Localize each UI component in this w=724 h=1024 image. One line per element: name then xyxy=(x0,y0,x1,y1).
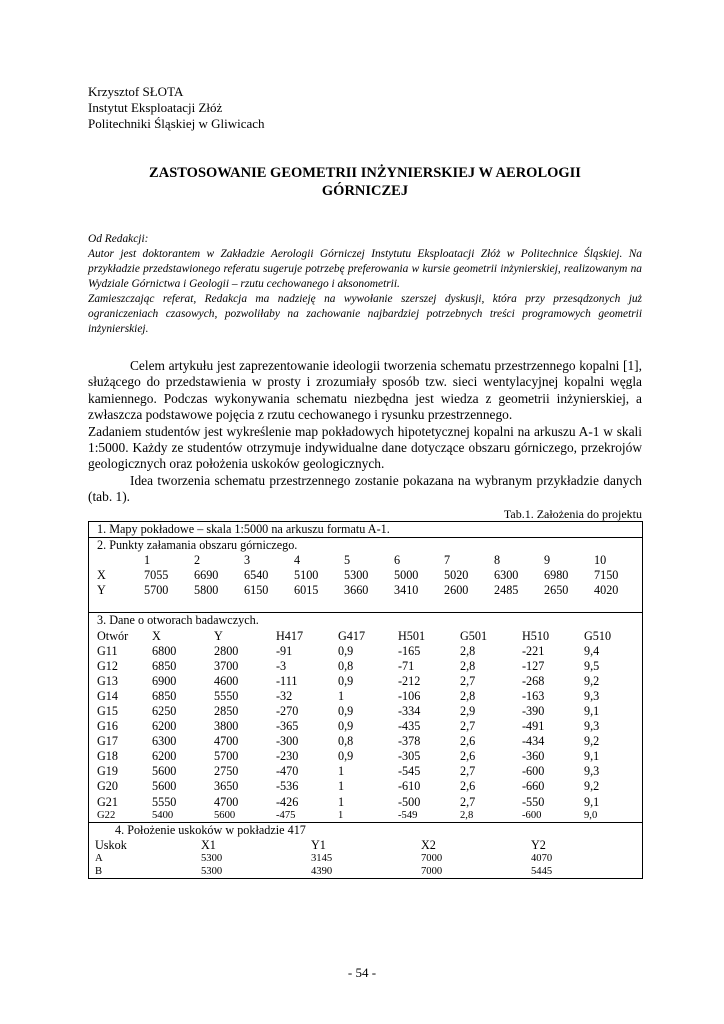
author-block xyxy=(88,84,642,132)
borehole-cell: G13 xyxy=(97,673,118,688)
borehole-cell: 2,8 xyxy=(460,658,476,673)
boreholes-header-cell: G501 xyxy=(460,628,488,643)
borehole-cell: -163 xyxy=(522,688,545,703)
borehole-cell: G19 xyxy=(97,764,118,779)
point-number: 9 xyxy=(544,553,551,568)
table-row xyxy=(89,704,642,719)
borehole-cell: -491 xyxy=(522,719,545,734)
borehole-cell: 1 xyxy=(338,809,344,821)
borehole-cell: -426 xyxy=(276,794,299,809)
boreholes-header-cell: X xyxy=(152,628,161,643)
borehole-cell: G16 xyxy=(97,719,118,734)
table-row xyxy=(89,795,642,810)
borehole-cell: -91 xyxy=(276,643,293,658)
borehole-cell: -360 xyxy=(522,749,545,764)
point-number: 4 xyxy=(294,553,301,568)
body-paragraph-2: Zadaniem studentów jest wykreślenie map pokładowych hipotetycznej kopalni na arkuszu A-1 w skali 1:5000. Każdy ze studentów otrzymuje indywidualne dane dotyczące obszaru górniczego, przekrojów geologicznych oraz położenia uskoków geologicznych. xyxy=(88,423,642,472)
boreholes-header-cell: Otwór xyxy=(97,628,129,643)
borehole-cell: 2,7 xyxy=(460,764,476,779)
title-line-2: GÓRNICZEJ xyxy=(321,183,409,199)
fault-cell: 5300 xyxy=(201,865,223,877)
table-row xyxy=(89,644,642,659)
point-number: 10 xyxy=(594,553,607,568)
table-row xyxy=(89,764,642,779)
borehole-cell: 2750 xyxy=(214,764,239,779)
boreholes-header-cell: H510 xyxy=(522,628,550,643)
y-label: Y xyxy=(97,583,106,598)
borehole-cell: -270 xyxy=(276,704,299,719)
borehole-cell: -127 xyxy=(522,658,545,673)
section-3-heading: 3. Dane o otworach badawczych. xyxy=(97,613,259,628)
borehole-cell: -390 xyxy=(522,704,545,719)
author-name: Krzysztof SŁOTA xyxy=(88,84,184,99)
borehole-cell: 6850 xyxy=(152,688,177,703)
borehole-cell: 9,3 xyxy=(584,764,600,779)
borehole-cell: 4600 xyxy=(214,673,239,688)
point-number: 8 xyxy=(494,553,501,568)
borehole-cell: -106 xyxy=(398,688,421,703)
borehole-cell: -378 xyxy=(398,734,421,749)
borehole-cell: G18 xyxy=(97,749,118,764)
fault-cell: 5300 xyxy=(201,853,223,865)
editor-note xyxy=(88,232,642,337)
borehole-cell: 2,8 xyxy=(460,688,476,703)
table-row xyxy=(89,719,642,734)
point-x-value: 6980 xyxy=(544,568,569,583)
borehole-cell: 5600 xyxy=(214,809,236,821)
boreholes-table xyxy=(89,629,642,823)
point-x-value: 5020 xyxy=(444,568,469,583)
faults-header-cell: X2 xyxy=(421,838,436,853)
points-x-row xyxy=(89,568,642,583)
author-university: Politechniki Śląskiej w Gliwicach xyxy=(88,116,265,131)
borehole-cell: -600 xyxy=(522,809,542,821)
fault-cell: A xyxy=(95,853,103,865)
borehole-cell: 4700 xyxy=(214,734,239,749)
borehole-cell: 2,6 xyxy=(460,734,476,749)
section-4-heading: 4. Położenie uskoków w pokładzie 417 xyxy=(115,823,306,838)
borehole-cell: 2,9 xyxy=(460,704,476,719)
borehole-cell: 2800 xyxy=(214,643,239,658)
fault-cell: 7000 xyxy=(421,853,443,865)
borehole-cell: 3700 xyxy=(214,658,239,673)
borehole-cell: -111 xyxy=(276,673,298,688)
borehole-cell: 0,9 xyxy=(338,704,354,719)
borehole-cell: -475 xyxy=(276,809,296,821)
borehole-cell: -500 xyxy=(398,794,421,809)
table-row xyxy=(89,749,642,764)
paper-page xyxy=(88,84,642,879)
fault-cell: B xyxy=(95,865,103,877)
editor-paragraph-1: Autor jest doktorantem w Zakładzie Aerologii Górniczej Instytutu Eksploatacji Złóż w Politechnice Śląskiej. Na przykładzie przedstawionego referatu sugeruje potrzebę preferowania w kursie geometrii inżynierskiej, realizowanym na Wydziale Górnictwa i Geologii – rzutu cechowanego i aksonometrii. xyxy=(88,248,642,290)
borehole-cell: -435 xyxy=(398,719,421,734)
borehole-cell: -300 xyxy=(276,734,299,749)
point-y-value: 5700 xyxy=(144,583,169,598)
borehole-cell: -212 xyxy=(398,673,421,688)
borehole-cell: 5600 xyxy=(152,764,177,779)
borehole-cell: 9,3 xyxy=(584,688,600,703)
borehole-cell: 9,2 xyxy=(584,779,600,794)
borehole-cell: 9,1 xyxy=(584,749,600,764)
body-text xyxy=(88,358,642,506)
point-number: 6 xyxy=(394,553,401,568)
table-row xyxy=(89,866,642,879)
borehole-cell: 6900 xyxy=(152,673,177,688)
borehole-cell: 5550 xyxy=(152,794,177,809)
boreholes-header-cell: H417 xyxy=(276,628,304,643)
borehole-cell: -610 xyxy=(398,779,421,794)
fault-cell: 5445 xyxy=(531,865,553,877)
points-number-row xyxy=(89,553,642,568)
table-row xyxy=(89,659,642,674)
point-y-value: 4020 xyxy=(594,583,619,598)
borehole-cell: 4700 xyxy=(214,794,239,809)
borehole-cell: 2,7 xyxy=(460,673,476,688)
borehole-cell: 3650 xyxy=(214,779,239,794)
point-y-value: 3410 xyxy=(394,583,419,598)
borehole-cell: G12 xyxy=(97,658,118,673)
point-x-value: 6690 xyxy=(194,568,219,583)
borehole-cell: 2,6 xyxy=(460,749,476,764)
author-institute: Instytut Eksploatacji Złóż xyxy=(88,100,223,115)
body-paragraph-1: Celem artykułu jest zaprezentowanie ideologii tworzenia schematu przestrzennego kopalni [1], służącego do przedstawienia w prosty i zrozumiały sposób tzw. sieci wentylacyjnej kopalni węgla kamiennego. Podczas wykonywania schematu niezbędna jest wiedza z geometrii inżynierskiej, a zwłaszcza podstawowe pojęcia z rzutu cechowanego i rysunku przestrzennego. xyxy=(88,358,642,423)
borehole-cell: 5700 xyxy=(214,749,239,764)
borehole-cell: 5400 xyxy=(152,809,174,821)
faults-header-cell: Uskok xyxy=(95,838,127,853)
borehole-cell: -165 xyxy=(398,643,421,658)
borehole-cell: G17 xyxy=(97,734,118,749)
table-row xyxy=(89,674,642,689)
borehole-cell: 9,0 xyxy=(584,809,598,821)
point-y-value: 5800 xyxy=(194,583,219,598)
point-y-value: 3660 xyxy=(344,583,369,598)
borehole-cell: 6300 xyxy=(152,734,177,749)
borehole-cell: 0,8 xyxy=(338,658,354,673)
borehole-cell: -221 xyxy=(522,643,545,658)
point-number: 3 xyxy=(244,553,251,568)
borehole-cell: -600 xyxy=(522,764,545,779)
point-y-value: 2600 xyxy=(444,583,469,598)
table-row xyxy=(89,779,642,794)
borehole-cell: 2,7 xyxy=(460,719,476,734)
editor-paragraph-2: Zamieszczając referat, Redakcja ma nadzieję na wywołanie szerszej dyskusji, która przy przesądzonych już ograniczeniach czasowych, pozwoliłaby na zachowanie najbardziej potrzebnych treści programowych geometrii inżynierskiej. xyxy=(88,293,642,335)
borehole-cell: 2,6 xyxy=(460,779,476,794)
point-number: 5 xyxy=(344,553,351,568)
borehole-cell: 2850 xyxy=(214,704,239,719)
boreholes-header-row xyxy=(89,629,642,644)
point-x-value: 5000 xyxy=(394,568,419,583)
points-table xyxy=(89,553,642,612)
borehole-cell: 9,1 xyxy=(584,704,600,719)
point-number: 7 xyxy=(444,553,451,568)
borehole-cell: 9,5 xyxy=(584,658,600,673)
boreholes-header-cell: Y xyxy=(214,628,223,643)
fault-cell: 4390 xyxy=(311,865,333,877)
section-3 xyxy=(89,613,643,823)
borehole-cell: G20 xyxy=(97,779,118,794)
faults-header-cell: Y1 xyxy=(311,838,326,853)
borehole-cell: -230 xyxy=(276,749,299,764)
borehole-cell: G11 xyxy=(97,643,118,658)
point-y-value: 6015 xyxy=(294,583,319,598)
borehole-cell: 6200 xyxy=(152,749,177,764)
borehole-cell: 2,7 xyxy=(460,794,476,809)
borehole-cell: 1 xyxy=(338,764,345,779)
borehole-cell: 1 xyxy=(338,794,345,809)
borehole-cell: 2,8 xyxy=(460,809,474,821)
borehole-cell: 0,9 xyxy=(338,719,354,734)
borehole-cell: -536 xyxy=(276,779,299,794)
borehole-cell: G22 xyxy=(97,809,116,821)
point-y-value: 2650 xyxy=(544,583,569,598)
point-y-value: 2485 xyxy=(494,583,519,598)
borehole-cell: -549 xyxy=(398,809,418,821)
borehole-cell: G21 xyxy=(97,794,118,809)
x-label: X xyxy=(97,568,106,583)
borehole-cell: 6250 xyxy=(152,704,177,719)
borehole-cell: 9,2 xyxy=(584,734,600,749)
section-2 xyxy=(89,537,643,612)
borehole-cell: 0,9 xyxy=(338,643,354,658)
borehole-cell: G14 xyxy=(97,688,118,703)
borehole-cell: 0,9 xyxy=(338,749,354,764)
table-row xyxy=(89,810,642,823)
borehole-cell: -334 xyxy=(398,704,421,719)
borehole-cell: -305 xyxy=(398,749,421,764)
borehole-cell: -434 xyxy=(522,734,545,749)
borehole-cell: -32 xyxy=(276,688,293,703)
point-x-value: 5100 xyxy=(294,568,319,583)
borehole-cell: -550 xyxy=(522,794,545,809)
borehole-cell: -268 xyxy=(522,673,545,688)
borehole-cell: -470 xyxy=(276,764,299,779)
editor-heading: Od Redakcji: xyxy=(88,233,149,245)
section-2-heading: 2. Punkty załamania obszaru górniczego. xyxy=(97,537,298,552)
point-x-value: 6300 xyxy=(494,568,519,583)
point-number: 1 xyxy=(144,553,151,568)
borehole-cell: 2,8 xyxy=(460,643,476,658)
faults-header-cell: Y2 xyxy=(531,838,546,853)
borehole-cell: 5600 xyxy=(152,779,177,794)
faults-table xyxy=(89,838,642,878)
fault-cell: 4070 xyxy=(531,853,553,865)
assumptions-table xyxy=(88,521,643,880)
borehole-cell: 9,3 xyxy=(584,719,600,734)
borehole-cell: -3 xyxy=(276,658,287,673)
borehole-cell: -71 xyxy=(398,658,415,673)
table-row xyxy=(89,734,642,749)
section-1: 1. Mapy pokładowe – skala 1:5000 na arkuszu formatu A-1. xyxy=(89,521,643,537)
fault-cell: 3145 xyxy=(311,853,333,865)
borehole-cell: 9,1 xyxy=(584,794,600,809)
point-x-value: 6540 xyxy=(244,568,269,583)
borehole-cell: 0,8 xyxy=(338,734,354,749)
fault-cell: 7000 xyxy=(421,865,443,877)
borehole-cell: 6800 xyxy=(152,643,177,658)
boreholes-header-cell: G510 xyxy=(584,628,612,643)
point-number: 2 xyxy=(194,553,201,568)
boreholes-header-cell: H501 xyxy=(398,628,426,643)
point-x-value: 7055 xyxy=(144,568,169,583)
borehole-cell: 9,2 xyxy=(584,673,600,688)
point-x-value: 5300 xyxy=(344,568,369,583)
page-number: - 54 - xyxy=(347,965,377,980)
borehole-cell: 5550 xyxy=(214,688,239,703)
title-line-1: ZASTOSOWANIE GEOMETRII INŻYNIERSKIEJ W AEROLOGII xyxy=(149,165,581,181)
borehole-cell: 6200 xyxy=(152,719,177,734)
points-y-row xyxy=(89,583,642,598)
borehole-cell: -545 xyxy=(398,764,421,779)
table-row xyxy=(89,689,642,704)
borehole-cell: 9,4 xyxy=(584,643,600,658)
paper-title xyxy=(88,164,642,200)
borehole-cell: 3800 xyxy=(214,719,239,734)
borehole-cell: 1 xyxy=(338,688,345,703)
borehole-cell: 1 xyxy=(338,779,345,794)
borehole-cell: -660 xyxy=(522,779,545,794)
borehole-cell: G15 xyxy=(97,704,118,719)
borehole-cell: 0,9 xyxy=(338,673,354,688)
table-caption: Tab.1. Założenia do projektu xyxy=(503,506,642,521)
boreholes-header-cell: G417 xyxy=(338,628,366,643)
point-y-value: 6150 xyxy=(244,583,269,598)
faults-header-row xyxy=(89,838,642,853)
borehole-cell: -365 xyxy=(276,719,299,734)
borehole-cell: 6850 xyxy=(152,658,177,673)
body-paragraph-3: Idea tworzenia schematu przestrzennego zostanie pokazana na wybranym przykładzie danych (tab. 1). xyxy=(88,472,642,505)
section-4 xyxy=(89,823,643,879)
point-x-value: 7150 xyxy=(594,568,619,583)
faults-header-cell: X1 xyxy=(201,838,216,853)
table-row xyxy=(89,853,642,866)
